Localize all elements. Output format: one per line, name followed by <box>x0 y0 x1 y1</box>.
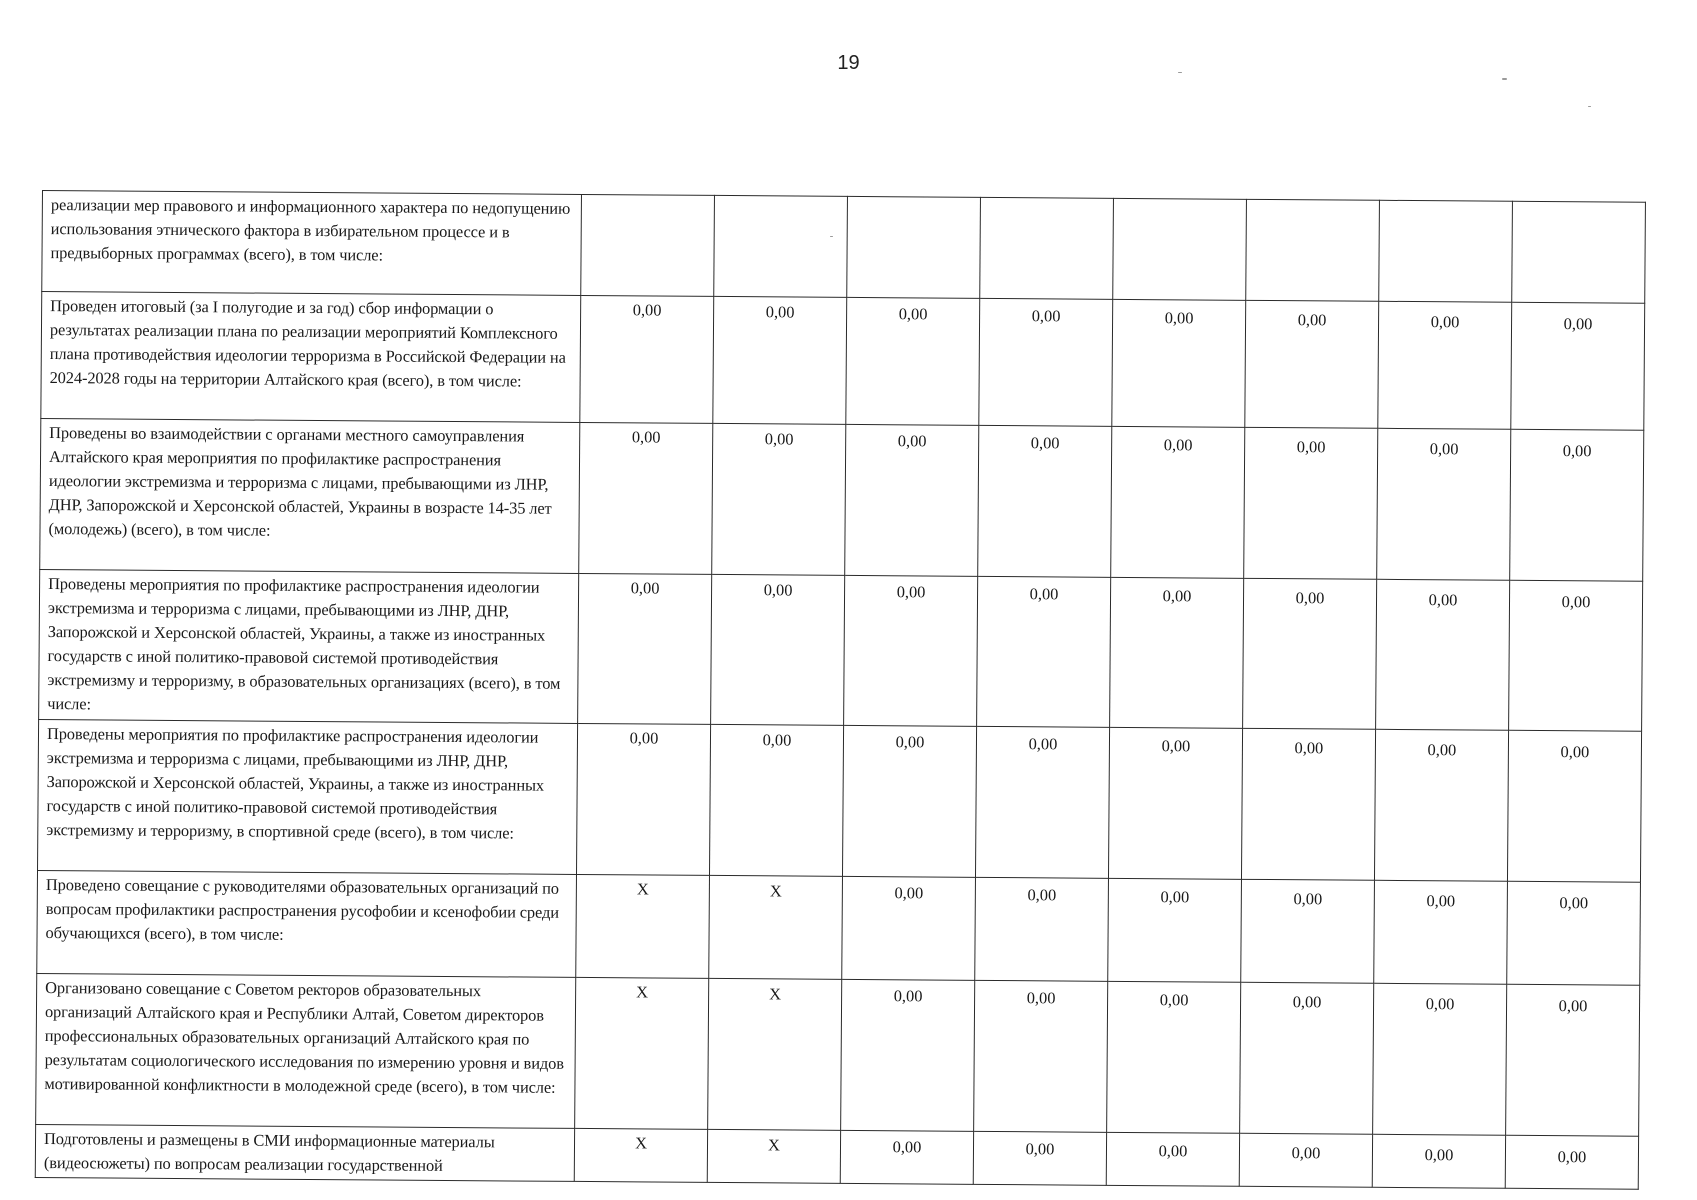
cell-value: 0,00 <box>1429 439 1459 459</box>
value-cell <box>1507 730 1641 882</box>
value-cell <box>846 297 980 425</box>
row-description: Проведены мероприятия по профилактике распространения идеологии экстремизма и терроризма с лицами, пребывающими из ЛНР, ДНР, Запорожской и Херсонской областей, Украины, а также из иностранных государств с иной политико-правовой системой противодействия экстремизму и терроризму, в спортивной среде (всего), в том числе: <box>38 719 578 874</box>
value-cell <box>1111 426 1245 578</box>
cell-value: 0,00 <box>762 730 792 750</box>
value-cell <box>576 723 710 875</box>
cell-value: 0,00 <box>763 580 793 600</box>
cell-value: 0,00 <box>1162 586 1192 606</box>
value-cell <box>1108 727 1242 879</box>
value-cell <box>1112 299 1246 427</box>
cell-value: X <box>635 1133 648 1153</box>
cell-value: 0,00 <box>892 1137 922 1157</box>
cell-value: 0,00 <box>1424 1145 1454 1165</box>
value-cell <box>714 195 848 297</box>
value-cell <box>1379 200 1513 302</box>
cell-value: X <box>636 879 649 899</box>
value-cell <box>977 576 1111 727</box>
cell-value: 0,00 <box>1430 312 1460 332</box>
value-cell <box>578 573 712 724</box>
value-cell <box>707 1129 840 1183</box>
value-cell <box>580 295 714 423</box>
cell-value: 0,00 <box>1293 889 1323 909</box>
cell-value: 0,00 <box>897 431 927 451</box>
cell-value: 0,00 <box>765 302 795 322</box>
value-cell <box>979 298 1113 426</box>
value-cell <box>1245 300 1379 428</box>
value-cell <box>1510 429 1644 581</box>
cell-value: 0,00 <box>898 304 928 324</box>
cell-value: 0,00 <box>1029 584 1059 604</box>
value-cell <box>973 1131 1106 1185</box>
cell-value: 0,00 <box>1560 742 1590 762</box>
value-cell <box>574 1128 707 1182</box>
cell-value: 0,00 <box>1163 435 1193 455</box>
value-cell <box>1512 201 1646 303</box>
value-cell <box>712 423 846 575</box>
cell-value: 0,00 <box>1563 314 1593 334</box>
cell-value: 0,00 <box>1562 441 1592 461</box>
value-cell <box>1244 427 1378 579</box>
cell-value: 0,00 <box>1427 740 1457 760</box>
value-cell <box>713 296 847 424</box>
table-row <box>42 191 1646 304</box>
cell-value: 0,00 <box>894 883 924 903</box>
cell-value: X <box>769 984 782 1004</box>
row-description: Проведены во взаимодействии с органами местного самоуправления Алтайского края мероприятия по профилактике распространения идеологии экстремизма и терроризма с лицами, пребывающими из ЛНР, ДНР, Запорожской и Херсонской областей, Украины в возрасте 14-35 лет (молодежь) (всего), в том числе: <box>40 418 580 573</box>
value-cell <box>841 979 975 1131</box>
row-description: Подготовлены и размещены в СМИ информационные материалы (видеосюжеты) по вопросам реализации государственной <box>35 1124 574 1181</box>
cell-value: 0,00 <box>895 732 925 752</box>
row-description: Проведен итоговый (за I полугодие и за год) сбор информации о результатах реализации плана по реализации мероприятий Комплексного плана противодействия идеологии терроризма в Российской Федерации на 2024-2028 годы на территории Алтайского края (всего), в том числе: <box>41 292 581 423</box>
cell-value: 0,00 <box>896 582 926 602</box>
cell-value: 0,00 <box>764 429 794 449</box>
value-cell <box>1113 198 1247 300</box>
value-cell <box>844 575 978 726</box>
value-cell <box>1243 578 1377 729</box>
cell-value: 0,00 <box>1161 736 1191 756</box>
cell-value: 0,00 <box>1295 588 1325 608</box>
value-cell <box>581 194 715 296</box>
value-cell <box>1372 1134 1505 1188</box>
row-description: реализации мер правового и информационного характера по недопущению использования этнического фактора в избирательном процессе и в предвыборных программах (всего), в том числе: <box>42 191 582 296</box>
cell-value: 0,00 <box>1158 1141 1188 1161</box>
value-cell <box>1509 580 1643 731</box>
value-cell <box>1108 878 1242 982</box>
value-cell <box>1241 728 1375 880</box>
value-cell <box>980 197 1114 299</box>
cell-value: 0,00 <box>1292 992 1322 1012</box>
value-cell <box>975 726 1109 878</box>
value-cell <box>842 725 976 877</box>
scan-speck <box>830 236 833 237</box>
cell-value: 0,00 <box>1031 306 1061 326</box>
cell-value: 0,00 <box>1557 1147 1587 1167</box>
value-cell <box>842 876 976 980</box>
cell-value: X <box>769 881 782 901</box>
cell-value: 0,00 <box>1558 996 1588 1016</box>
value-cell <box>1511 302 1645 430</box>
value-cell <box>1378 301 1512 429</box>
table-row <box>37 870 1641 985</box>
cell-value: 0,00 <box>1428 590 1458 610</box>
value-cell <box>1506 984 1640 1136</box>
value-cell <box>1377 428 1511 580</box>
value-cell <box>1505 1135 1638 1189</box>
value-cell <box>709 875 843 979</box>
table-row <box>39 569 1643 731</box>
value-cell <box>1507 881 1641 985</box>
cell-value: 0,00 <box>1425 994 1455 1014</box>
cell-value: 0,00 <box>1297 310 1327 330</box>
cell-value: 0,00 <box>632 300 662 320</box>
cell-value: 0,00 <box>1159 990 1189 1010</box>
value-cell <box>1241 879 1375 983</box>
cell-value: 0,00 <box>1025 1139 1055 1159</box>
value-cell <box>579 422 713 574</box>
cell-value: 0,00 <box>630 578 660 598</box>
value-cell <box>1246 199 1380 301</box>
value-cell <box>847 196 981 298</box>
value-cell <box>709 724 843 876</box>
value-cell <box>1106 1132 1239 1186</box>
cell-value: 0,00 <box>1426 891 1456 911</box>
value-cell <box>1373 983 1507 1135</box>
cell-value: 0,00 <box>1291 1143 1321 1163</box>
value-cell <box>978 425 1112 577</box>
cell-value: 0,00 <box>1164 308 1194 328</box>
cell-value: 0,00 <box>1026 988 1056 1008</box>
page-number: 19 <box>837 52 860 74</box>
value-cell <box>575 977 709 1129</box>
value-cell <box>974 980 1108 1132</box>
value-cell <box>708 978 842 1130</box>
cell-value: 0,00 <box>1559 893 1589 913</box>
value-cell <box>1107 981 1241 1133</box>
table-row <box>35 1124 1638 1189</box>
row-description: Организовано совещание с Советом ректоров образовательных организаций Алтайского края и Республики Алтай, Советом директоров профессиональных образовательных организаций Алтайского края по результатам социологического исследования по измерению уровня и видов мотивированной конфликтности в молодежной среде (всего), в том числе: <box>36 973 576 1128</box>
scan-speck <box>1502 78 1507 80</box>
cell-value: 0,00 <box>1030 433 1060 453</box>
report-table <box>35 190 1646 1190</box>
table-row <box>38 719 1642 882</box>
row-description: Проведены мероприятия по профилактике распространения идеологии экстремизма и терроризма с лицами, пребывающими из ЛНР, ДНР, Запорожской и Херсонской областей, Украины, а также из иностранных государств с иной политико-правовой системой противодействия экстремизму и терроризму, в образовательных организациях (всего), в том числе: <box>39 569 579 723</box>
table-row <box>40 418 1644 581</box>
cell-value: 0,00 <box>1160 887 1190 907</box>
value-cell <box>1240 982 1374 1134</box>
value-cell <box>1376 579 1510 730</box>
table-body <box>35 191 1645 1190</box>
value-cell <box>840 1130 973 1184</box>
cell-value: 0,00 <box>1027 885 1057 905</box>
cell-value: 0,00 <box>631 427 661 447</box>
value-cell <box>1374 729 1508 881</box>
cell-value: X <box>768 1135 781 1155</box>
cell-value: 0,00 <box>1028 734 1058 754</box>
value-cell <box>1374 880 1508 984</box>
cell-value: 0,00 <box>893 986 923 1006</box>
value-cell <box>711 574 845 725</box>
value-cell <box>576 874 710 978</box>
table-row <box>41 292 1645 431</box>
cell-value: X <box>636 982 649 1002</box>
cell-value: 0,00 <box>1294 738 1324 758</box>
scan-speck <box>1588 106 1591 107</box>
cell-value: 0,00 <box>629 728 659 748</box>
table-row <box>36 973 1640 1136</box>
value-cell <box>975 877 1109 981</box>
value-cell <box>1110 577 1244 728</box>
value-cell <box>845 424 979 576</box>
row-description: Проведено совещание с руководителями образовательных организаций по вопросам профилактики распространения русофобии и ксенофобии среди обучающихся (всего), в том числе: <box>37 870 577 977</box>
cell-value: 0,00 <box>1561 592 1591 612</box>
cell-value: 0,00 <box>1296 437 1326 457</box>
scan-speck <box>1178 72 1182 73</box>
value-cell <box>1239 1133 1372 1187</box>
